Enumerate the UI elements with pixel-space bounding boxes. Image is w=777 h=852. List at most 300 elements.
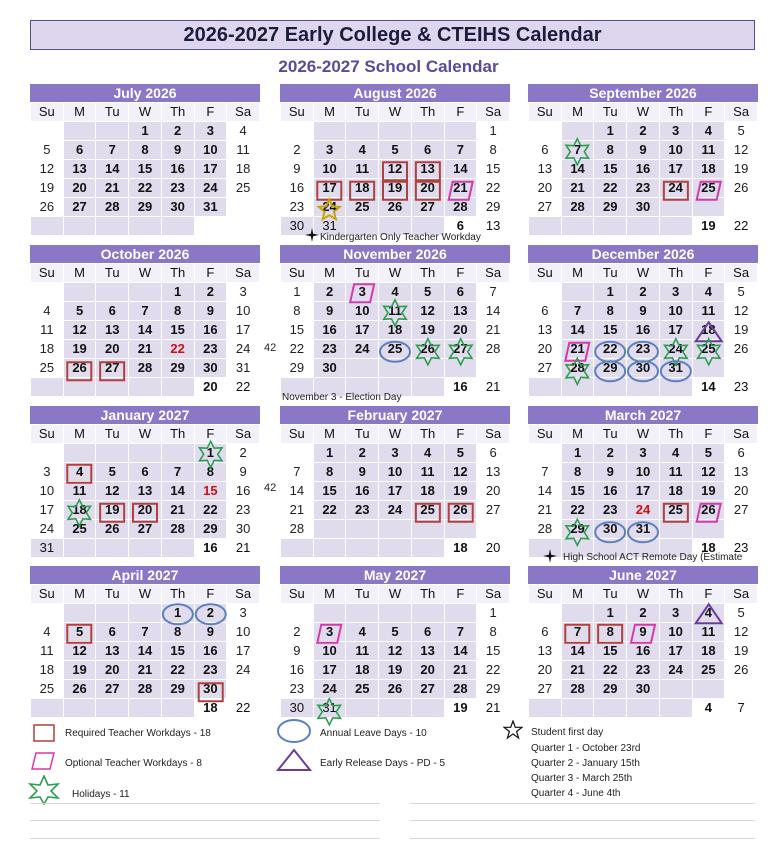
day-cell: 5 bbox=[96, 463, 129, 482]
day-cell bbox=[529, 283, 562, 302]
day-cell: 7 bbox=[161, 463, 194, 482]
day-cell: 1 bbox=[477, 604, 510, 623]
day-cell: 27 bbox=[477, 501, 510, 520]
month-august-2026 bbox=[280, 84, 510, 236]
day-cell: 30 bbox=[627, 198, 660, 217]
day-cell: 29 bbox=[594, 359, 627, 378]
day-header: Th bbox=[659, 585, 692, 604]
day-cell: 25 bbox=[692, 661, 725, 680]
day-cell: 9 bbox=[627, 141, 660, 160]
day-cell: 23 bbox=[194, 661, 227, 680]
day-cell: 7 bbox=[561, 302, 594, 321]
day-header: Sa bbox=[725, 264, 758, 283]
day-cell: 26 bbox=[379, 680, 412, 699]
day-cell: 30 bbox=[161, 198, 194, 217]
month-title: November 2026 bbox=[280, 245, 510, 263]
day-cell: 24 bbox=[31, 520, 64, 539]
day-header: Th bbox=[411, 264, 444, 283]
day-cell: 21 bbox=[444, 179, 477, 198]
day-header: Tu bbox=[346, 425, 379, 444]
day-cell: 13 bbox=[96, 321, 129, 340]
day-cell: 28 bbox=[129, 680, 162, 699]
day-header: Su bbox=[281, 103, 314, 122]
day-cell: 25 bbox=[692, 340, 725, 359]
day-header: F bbox=[692, 425, 725, 444]
day-cell: 16 bbox=[627, 642, 660, 661]
day-cell: 26 bbox=[63, 680, 96, 699]
day-cell bbox=[379, 359, 412, 378]
day-cell: 19 bbox=[63, 661, 96, 680]
page-title: 2026-2027 Early College & CTEIHS Calendar bbox=[30, 20, 755, 50]
day-header: Th bbox=[411, 585, 444, 604]
day-cell: 7 bbox=[444, 623, 477, 642]
day-cell: 24 bbox=[346, 340, 379, 359]
day-cell bbox=[31, 604, 64, 623]
day-cell: 6 bbox=[63, 141, 96, 160]
day-cell: 18 bbox=[692, 539, 725, 558]
day-cell: 19 bbox=[725, 642, 758, 661]
day-cell: 25 bbox=[659, 501, 692, 520]
day-cell: 6 bbox=[96, 623, 129, 642]
day-cell: 21 bbox=[161, 501, 194, 520]
day-cell: 30 bbox=[194, 359, 227, 378]
day-cell: 29 bbox=[594, 198, 627, 217]
day-cell: 23 bbox=[725, 539, 758, 558]
day-cell: 20 bbox=[529, 340, 562, 359]
day-cell: 27 bbox=[129, 520, 162, 539]
day-header: Sa bbox=[227, 264, 260, 283]
day-cell: 19 bbox=[411, 321, 444, 340]
day-cell: 30 bbox=[227, 520, 260, 539]
day-cell bbox=[659, 520, 692, 539]
day-cell: 17 bbox=[659, 321, 692, 340]
day-cell bbox=[96, 217, 129, 236]
day-header: W bbox=[129, 103, 162, 122]
day-header: F bbox=[692, 103, 725, 122]
day-cell: 16 bbox=[444, 378, 477, 397]
day-cell: 18 bbox=[379, 321, 412, 340]
day-cell bbox=[692, 520, 725, 539]
day-cell bbox=[444, 359, 477, 378]
day-cell: 27 bbox=[725, 501, 758, 520]
day-cell bbox=[379, 604, 412, 623]
day-cell: 17 bbox=[659, 642, 692, 661]
day-cell: 13 bbox=[529, 642, 562, 661]
annual-leave-icon bbox=[276, 718, 312, 744]
day-cell: 12 bbox=[96, 482, 129, 501]
day-cell: 11 bbox=[379, 302, 412, 321]
day-cell bbox=[444, 520, 477, 539]
day-cell: 6 bbox=[529, 623, 562, 642]
day-header: Tu bbox=[594, 425, 627, 444]
day-header: Th bbox=[411, 425, 444, 444]
day-header: M bbox=[561, 264, 594, 283]
day-header: Su bbox=[529, 585, 562, 604]
day-cell bbox=[477, 359, 510, 378]
day-cell: 12 bbox=[692, 463, 725, 482]
day-cell: 28 bbox=[281, 520, 314, 539]
day-cell: 15 bbox=[161, 642, 194, 661]
day-cell: 4 bbox=[692, 604, 725, 623]
act-note: High School ACT Remote Day (Estimate bbox=[563, 552, 743, 563]
day-cell bbox=[129, 699, 162, 718]
day-cell: 27 bbox=[63, 198, 96, 217]
day-cell: 11 bbox=[692, 141, 725, 160]
day-cell bbox=[659, 699, 692, 718]
day-cell: 13 bbox=[129, 482, 162, 501]
day-cell: 2 bbox=[627, 604, 660, 623]
day-cell bbox=[346, 359, 379, 378]
day-cell: 21 bbox=[529, 501, 562, 520]
day-cell: 8 bbox=[129, 141, 162, 160]
day-cell: 25 bbox=[31, 359, 64, 378]
day-cell bbox=[411, 604, 444, 623]
day-cell: 7 bbox=[561, 623, 594, 642]
day-cell: 24 bbox=[227, 661, 260, 680]
day-cell: 23 bbox=[594, 501, 627, 520]
day-cell bbox=[161, 539, 194, 558]
day-cell bbox=[63, 699, 96, 718]
day-header: W bbox=[129, 264, 162, 283]
day-cell: 25 bbox=[227, 179, 260, 198]
day-cell bbox=[63, 283, 96, 302]
day-header: M bbox=[313, 425, 346, 444]
day-cell: 3 bbox=[379, 444, 412, 463]
day-cell: 27 bbox=[444, 340, 477, 359]
day-cell: 15 bbox=[477, 642, 510, 661]
day-cell: 13 bbox=[411, 160, 444, 179]
day-cell: 22 bbox=[594, 179, 627, 198]
day-cell: 17 bbox=[227, 642, 260, 661]
day-cell: 9 bbox=[627, 623, 660, 642]
day-cell: 4 bbox=[346, 623, 379, 642]
day-cell: 26 bbox=[411, 340, 444, 359]
day-cell: 27 bbox=[96, 359, 129, 378]
month-title: March 2027 bbox=[528, 406, 758, 424]
day-cell: 20 bbox=[411, 661, 444, 680]
day-cell bbox=[31, 699, 64, 718]
day-cell: 12 bbox=[63, 321, 96, 340]
day-cell: 19 bbox=[379, 179, 412, 198]
day-cell bbox=[411, 539, 444, 558]
day-cell bbox=[725, 359, 758, 378]
day-cell: 7 bbox=[529, 463, 562, 482]
day-cell bbox=[161, 378, 194, 397]
day-cell bbox=[129, 604, 162, 623]
day-cell: 7 bbox=[444, 141, 477, 160]
day-cell: 2 bbox=[194, 604, 227, 623]
day-header: F bbox=[692, 264, 725, 283]
day-cell: 29 bbox=[281, 359, 314, 378]
day-cell: 15 bbox=[129, 160, 162, 179]
day-header: F bbox=[194, 425, 227, 444]
day-cell: 1 bbox=[594, 122, 627, 141]
day-cell bbox=[346, 539, 379, 558]
day-cell bbox=[346, 699, 379, 718]
day-cell: 22 bbox=[313, 501, 346, 520]
day-cell: 26 bbox=[725, 661, 758, 680]
day-cell: 10 bbox=[227, 302, 260, 321]
day-cell: 19 bbox=[444, 482, 477, 501]
day-cell bbox=[129, 378, 162, 397]
day-cell: 12 bbox=[63, 642, 96, 661]
day-cell: 5 bbox=[379, 141, 412, 160]
day-cell: 28 bbox=[529, 520, 562, 539]
day-cell: 11 bbox=[346, 642, 379, 661]
day-cell: 14 bbox=[692, 378, 725, 397]
day-cell: 15 bbox=[594, 642, 627, 661]
day-cell: 22 bbox=[477, 179, 510, 198]
day-cell bbox=[529, 699, 562, 718]
day-cell: 26 bbox=[63, 359, 96, 378]
day-cell bbox=[529, 122, 562, 141]
day-cell: 16 bbox=[313, 321, 346, 340]
day-cell bbox=[659, 680, 692, 699]
day-cell: 16 bbox=[227, 482, 260, 501]
day-cell: 17 bbox=[313, 179, 346, 198]
day-cell: 1 bbox=[194, 444, 227, 463]
day-cell: 7 bbox=[96, 141, 129, 160]
day-cell: 1 bbox=[281, 283, 314, 302]
day-cell: 22 bbox=[477, 661, 510, 680]
day-cell: 3 bbox=[313, 141, 346, 160]
day-cell: 11 bbox=[411, 463, 444, 482]
day-cell: 20 bbox=[529, 179, 562, 198]
day-cell: 3 bbox=[227, 283, 260, 302]
day-cell: 11 bbox=[659, 463, 692, 482]
day-cell: 9 bbox=[194, 623, 227, 642]
day-cell: 10 bbox=[627, 463, 660, 482]
day-header: Sa bbox=[227, 585, 260, 604]
day-cell: 6 bbox=[529, 141, 562, 160]
day-cell: 11 bbox=[692, 302, 725, 321]
day-cell: 8 bbox=[477, 141, 510, 160]
day-cell: 6 bbox=[444, 217, 477, 236]
day-cell: 15 bbox=[477, 160, 510, 179]
day-cell: 11 bbox=[31, 321, 64, 340]
day-header: Th bbox=[161, 103, 194, 122]
day-cell: 24 bbox=[313, 680, 346, 699]
day-cell: 7 bbox=[129, 302, 162, 321]
student-first-day-icon bbox=[503, 720, 523, 740]
day-cell: 14 bbox=[129, 642, 162, 661]
page-subtitle: 2026-2027 School Calendar bbox=[278, 57, 499, 76]
day-cell: 16 bbox=[594, 482, 627, 501]
day-cell bbox=[129, 444, 162, 463]
day-cell: 28 bbox=[561, 680, 594, 699]
day-cell: 14 bbox=[561, 642, 594, 661]
day-cell: 8 bbox=[281, 302, 314, 321]
day-cell: 13 bbox=[444, 302, 477, 321]
day-cell: 11 bbox=[31, 642, 64, 661]
legend-required: Required Teacher Workdays - 18 bbox=[65, 728, 211, 739]
day-cell: 17 bbox=[227, 321, 260, 340]
day-cell: 21 bbox=[129, 661, 162, 680]
day-header: W bbox=[627, 264, 660, 283]
day-cell: 5 bbox=[31, 141, 64, 160]
quarter-3: Quarter 3 - March 25th bbox=[531, 773, 633, 784]
day-cell: 6 bbox=[477, 444, 510, 463]
day-cell: 21 bbox=[561, 179, 594, 198]
day-cell: 21 bbox=[96, 179, 129, 198]
day-cell bbox=[129, 283, 162, 302]
day-cell: 6 bbox=[411, 141, 444, 160]
month-title: June 2027 bbox=[528, 566, 758, 584]
day-cell: 1 bbox=[594, 604, 627, 623]
day-header: Su bbox=[281, 585, 314, 604]
day-cell bbox=[227, 217, 260, 236]
day-cell bbox=[161, 217, 194, 236]
day-cell: 20 bbox=[477, 539, 510, 558]
day-cell: 30 bbox=[281, 217, 314, 236]
day-cell bbox=[281, 539, 314, 558]
day-cell: 13 bbox=[529, 160, 562, 179]
day-cell: 8 bbox=[161, 302, 194, 321]
legend-early: Early Release Days - PD - 5 bbox=[320, 758, 446, 769]
day-cell bbox=[281, 444, 314, 463]
day-cell: 25 bbox=[346, 198, 379, 217]
day-cell: 26 bbox=[692, 501, 725, 520]
day-header: Tu bbox=[96, 585, 129, 604]
day-header: M bbox=[63, 103, 96, 122]
day-cell: 4 bbox=[346, 141, 379, 160]
day-cell: 15 bbox=[594, 160, 627, 179]
day-cell bbox=[692, 680, 725, 699]
day-cell bbox=[529, 604, 562, 623]
day-cell bbox=[63, 217, 96, 236]
day-cell bbox=[725, 680, 758, 699]
day-cell: 8 bbox=[477, 623, 510, 642]
day-cell: 17 bbox=[31, 501, 64, 520]
day-cell: 2 bbox=[627, 283, 660, 302]
day-cell: 24 bbox=[659, 179, 692, 198]
day-cell: 2 bbox=[161, 122, 194, 141]
day-cell: 29 bbox=[161, 359, 194, 378]
legend-holidays: Holidays - 11 bbox=[72, 789, 130, 800]
day-header: F bbox=[444, 585, 477, 604]
day-cell: 12 bbox=[725, 302, 758, 321]
day-cell: 5 bbox=[692, 444, 725, 463]
day-cell: 16 bbox=[627, 160, 660, 179]
day-cell: 27 bbox=[529, 359, 562, 378]
month-title: October 2026 bbox=[30, 245, 260, 263]
day-cell: 25 bbox=[63, 520, 96, 539]
day-cell: 15 bbox=[281, 321, 314, 340]
day-cell bbox=[627, 378, 660, 397]
day-cell: 14 bbox=[444, 642, 477, 661]
day-cell: 4 bbox=[411, 444, 444, 463]
day-cell: 3 bbox=[627, 444, 660, 463]
day-cell bbox=[129, 539, 162, 558]
day-cell: 4 bbox=[63, 463, 96, 482]
day-cell: 5 bbox=[379, 623, 412, 642]
day-cell bbox=[379, 539, 412, 558]
day-cell: 9 bbox=[313, 302, 346, 321]
day-cell: 17 bbox=[627, 482, 660, 501]
day-cell: 23 bbox=[725, 378, 758, 397]
day-cell: 3 bbox=[659, 283, 692, 302]
day-cell: 23 bbox=[194, 340, 227, 359]
day-cell: 19 bbox=[96, 501, 129, 520]
day-cell: 2 bbox=[281, 141, 314, 160]
day-cell: 17 bbox=[194, 160, 227, 179]
day-cell: 12 bbox=[411, 302, 444, 321]
day-cell bbox=[281, 122, 314, 141]
legend-annual: Annual Leave Days - 10 bbox=[320, 728, 427, 739]
optional-workday-icon bbox=[31, 752, 55, 770]
month-total-label: 42 bbox=[264, 342, 277, 354]
day-header: Sa bbox=[477, 264, 510, 283]
day-cell: 23 bbox=[281, 198, 314, 217]
day-cell: 20 bbox=[194, 378, 227, 397]
day-header: M bbox=[561, 425, 594, 444]
day-header: M bbox=[313, 103, 346, 122]
day-cell: 1 bbox=[561, 444, 594, 463]
day-cell: 5 bbox=[725, 122, 758, 141]
day-header: M bbox=[313, 264, 346, 283]
day-cell: 20 bbox=[411, 179, 444, 198]
quarter-4: Quarter 4 - June 4th bbox=[531, 788, 621, 799]
day-header: F bbox=[444, 103, 477, 122]
day-cell bbox=[96, 699, 129, 718]
day-cell bbox=[411, 122, 444, 141]
day-cell: 4 bbox=[379, 283, 412, 302]
day-cell: 14 bbox=[561, 160, 594, 179]
day-cell: 19 bbox=[692, 217, 725, 236]
day-cell: 21 bbox=[561, 661, 594, 680]
day-cell: 21 bbox=[561, 340, 594, 359]
day-cell: 29 bbox=[194, 520, 227, 539]
day-cell: 8 bbox=[594, 623, 627, 642]
day-cell: 12 bbox=[725, 623, 758, 642]
day-cell: 10 bbox=[31, 482, 64, 501]
day-cell: 2 bbox=[227, 444, 260, 463]
day-cell: 4 bbox=[31, 302, 64, 321]
day-cell: 12 bbox=[725, 141, 758, 160]
day-cell: 2 bbox=[346, 444, 379, 463]
day-cell bbox=[561, 378, 594, 397]
day-header: Th bbox=[659, 425, 692, 444]
day-header: Tu bbox=[96, 264, 129, 283]
day-cell: 21 bbox=[444, 661, 477, 680]
day-cell: 11 bbox=[227, 141, 260, 160]
day-cell: 31 bbox=[227, 359, 260, 378]
day-cell: 3 bbox=[194, 122, 227, 141]
day-cell: 13 bbox=[477, 463, 510, 482]
day-cell: 10 bbox=[227, 623, 260, 642]
day-cell bbox=[313, 122, 346, 141]
day-cell: 18 bbox=[692, 160, 725, 179]
day-header: W bbox=[379, 585, 412, 604]
day-cell: 11 bbox=[692, 623, 725, 642]
day-cell: 6 bbox=[529, 302, 562, 321]
note-line bbox=[30, 838, 380, 839]
day-cell: 14 bbox=[281, 482, 314, 501]
day-cell bbox=[96, 539, 129, 558]
month-february-2027 bbox=[280, 406, 510, 558]
day-header: Su bbox=[31, 425, 64, 444]
day-cell: 17 bbox=[313, 661, 346, 680]
day-cell: 24 bbox=[627, 501, 660, 520]
day-cell: 31 bbox=[627, 520, 660, 539]
day-cell: 12 bbox=[444, 463, 477, 482]
day-cell: 23 bbox=[281, 680, 314, 699]
day-cell: 18 bbox=[194, 699, 227, 718]
day-header: Th bbox=[411, 103, 444, 122]
month-title: January 2027 bbox=[30, 406, 260, 424]
day-cell bbox=[313, 539, 346, 558]
day-cell: 7 bbox=[725, 699, 758, 718]
